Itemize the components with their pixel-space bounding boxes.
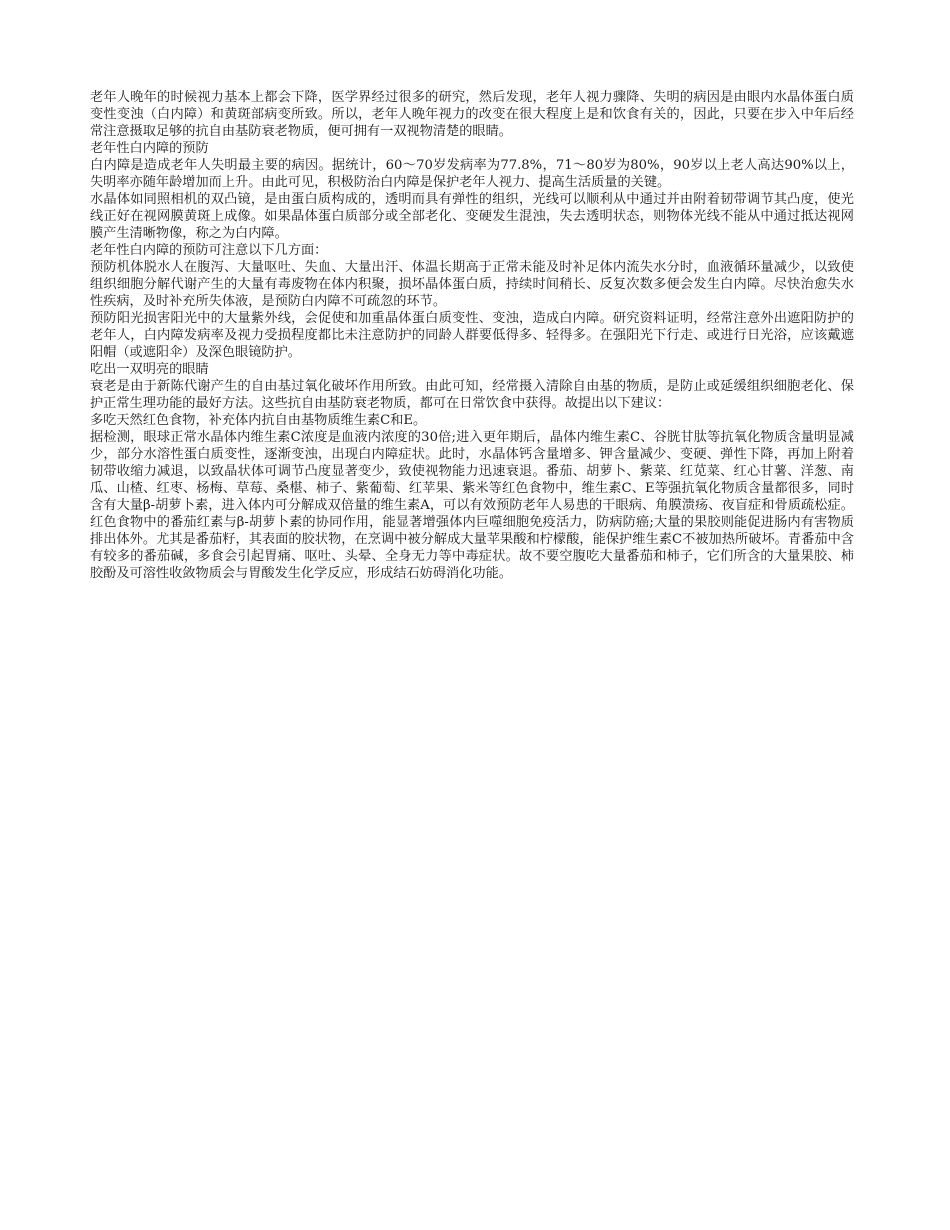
section-heading-cataract-prevention: 老年性白内障的预防 bbox=[90, 141, 209, 156]
section-heading-bright-eyes: 吃出一双明亮的眼睛 bbox=[90, 362, 209, 377]
paragraph-cataract-statistics: 白内障是造成老年人失明最主要的病因。据统计，60～70岁发病率为77.8%，71～80岁为80%，90岁以上老人高达90%以上，失明率亦随年龄增加而上升。由此可见，积极防治白内障是保护老年人视力、提高生活质量的关键。 bbox=[90, 158, 854, 190]
paragraph-free-radicals: 衰老是由于新陈代谢产生的自由基过氧化破坏作用所致。由此可知，经常摄入清除自由基的物质，是防止或延缓组织细胞老化、保护正常生理功能的最好方法。这些抗自由基防衰老物质，都可在日常饮食中获得。故提出以下建议： bbox=[90, 379, 854, 411]
paragraph-prevent-sun-damage: 预防阳光损害阳光中的大量紫外线，会促使和加重晶体蛋白质变性、变浊，造成白内障。研究资料证明，经常注意外出遮阳防护的老年人，白内障发病率及视力受损程度都比未注意防护的同龄人群要低得多、轻得多。在强阳光下行走、或进行日光浴，应该戴遮阳帽（或遮阳伞）及深色眼镜防护。 bbox=[90, 311, 854, 360]
section-heading-prevention-aspects: 老年性白内障的预防可注意以下几方面： bbox=[90, 243, 328, 258]
paragraph-red-foods-advice: 多吃天然红色食物，补充体内抗自由基物质维生素C和E。 bbox=[90, 413, 427, 428]
paragraph-prevent-dehydration: 预防机体脱水人在腹泻、大量呕吐、失血、大量出汗、体温长期高于正常未能及时补足体内流失水分时，血液循环量减少，以致使组织细胞分解代谢产生的大量有毒废物在体内积聚，损坏晶体蛋白质，持续时间稍长、反复次数多便会发生白内障。尽快治愈失水性疾病，及时补充所失体液，是预防白内障不可疏忽的环节。 bbox=[90, 260, 854, 309]
paragraph-vitamin-details: 据检测，眼球正常水晶体内维生素C浓度是血液内浓度的30倍;进入更年期后，晶体内维生素C、谷胱甘肽等抗氧化物质含量明显减少，部分水溶性蛋白质变性，逐渐变浊，出现白内障症状。此时，水晶体钙含量增多、钾含量减少、变硬、弹性下降，再加上附着韧带收缩力减退，以致晶状体可调节凸度显著变少，致使视物能力迅速衰退。番茄、胡萝卜、紫菜、红苋菜、红心甘薯、洋葱、南瓜、山楂、红枣、杨梅、草莓、桑椹、柿子、紫葡萄、红苹果、紫米等红色食物中，维生素C、E等强抗氧化物质含量都很多，同时含有大量β-胡萝卜素，进入体内可分解成双倍量的维生素A，可以有效预防老年人易患的干眼病、角膜溃疡、夜盲症和骨质疏松症。红色食物中的番茄红素与β-胡萝卜素的协同作用，能显著增强体内巨噬细胞免疫活力，防病防癌;大量的果胶则能促进肠内有害物质排出体外。尤其是番茄籽，其表面的胶状物，在烹调中被分解成大量苹果酸和柠檬酸，能保护维生素C不被加热所破坏。青番茄中含有较多的番茄碱，多食会引起胃痛、呕吐、头晕、全身无力等中毒症状。故不要空腹吃大量番茄和柿子，它们所含的大量果胶、柿胶酚及可溶性收敛物质会与胃酸发生化学反应，形成结石妨碍消化功能。 bbox=[90, 430, 854, 581]
article-body bbox=[90, 89, 854, 582]
paragraph-lens-description: 水晶体如同照相机的双凸镜，是由蛋白质构成的，透明而具有弹性的组织，光线可以顺利从中通过并由附着韧带调节其凸度，使光线正好在视网膜黄斑上成像。如果晶体蛋白质部分或全部老化、变硬发生混浊，失去透明状态，则物体光线不能从中通过抵达视网膜产生清晰物像，称之为白内障。 bbox=[90, 192, 854, 241]
intro-paragraph: 老年人晚年的时候视力基本上都会下降，医学界经过很多的研究，然后发现，老年人视力骤降、失明的病因是由眼内水晶体蛋白质变性变浊（白内障）和黄斑部病变所致。所以，老年人晚年视力的改变在很大程度上是和饮食有关的，因此，只要在步入中年后经常注意摄取足够的抗自由基防衰老物质，便可拥有一双视物清楚的眼睛。 bbox=[90, 90, 854, 139]
